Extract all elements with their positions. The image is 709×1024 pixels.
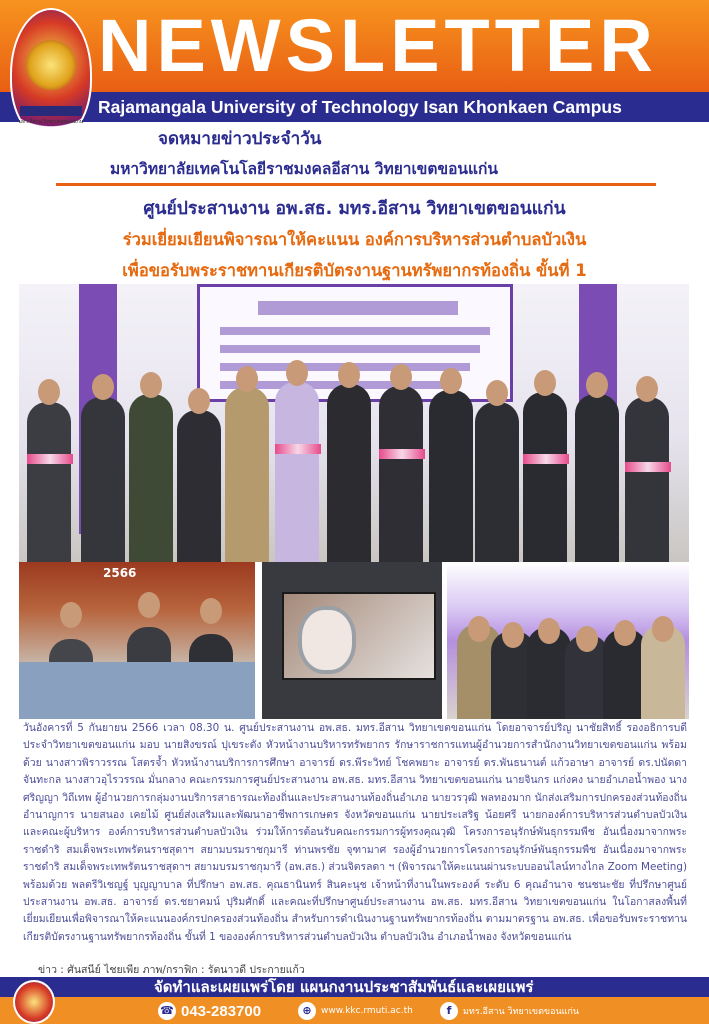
- person: [575, 394, 619, 562]
- seal-emblem-icon: [26, 40, 76, 90]
- person-head: [576, 626, 598, 652]
- website-url: www.kkc.rmuti.ac.th: [321, 1006, 413, 1016]
- person-head: [138, 592, 160, 618]
- person-head: [652, 616, 674, 642]
- ceremonial-sash: [275, 444, 321, 454]
- person: [327, 384, 371, 562]
- person-head: [614, 620, 636, 646]
- person-head: [38, 379, 60, 405]
- meeting-table-photo: [19, 562, 255, 719]
- person: [523, 392, 567, 562]
- article-body: วันอังคารที่ 5 กันยายน 2566 เวลา 08.30 น. ศูนย์ประสานงาน อพ.สธ. มทร.อีสาน วิทยาเขตขอนแก่น โดยอาจารย์ปริญ นาชัยสิทธิ์ รองอธิการบดีประจำวิทยาเขตขอนแก่น มอบ นายสิงขรณ์ ปุเขระตัง หัวหน้างานบริหารทรัพยากร รักษาราชการแทนผู้อำนวยการสำนักงานวิทยาเขตขอนแก่น พร้อมด้วย นางสาวพิราวรรณ โสตรจ้ำ หัวหน้างานบริการการศึกษา อาจารย์ ดร.พีระวิทย์ โชคพยาะ อาจารย์ ดร.พันธนานต์ แก้วอาษา อาจารย์ ดร.ปนัดดา จันทะกล นางสาวอุไรวรรณ มั่นกลาง คณะกรรมการศูนย์ประสานงาน อพ.สธ. มทร.อีสาน วิทยาเขตขอนแก่น นายจินกร แก่งคง นายอำเภอน้ำพอง นางศริญญา วิถีเทพ ผู้อำนวยการกลุ่มงานบริการสาธารณะท้องถิ่นและประสานงานท้องถิ่นอำเภอ นายวรวุฒิ พลทองมาก นักส่งเสริมการปกครองส่วนท้องถิ่น อำนาญการ นายสนอง เคยไม้ ศูนย์ส่งเสริมและพัฒนาอาชีพการเกษตร จังหวัดขอนแก่น นายประเสริฐ น้อยศรี นายกองค์การบริหารส่วนตำบลบัวเงินและคณะผู้บริหาร องค์การบริหารส่วนตำบลบัวเงิน ร่วมให้การต้อนรับคณะกรรมการผู้ทรงคุณวุฒิ โครงการอนุรักษ์พันธุกรรมพืช อันเนื่องมาจากพระราชดำริ สมเด็จพระเทพรัตนราชสุดาฯ สยามบรมราชกุมารี ท่านพรชัย จุฑามาศ รองผู้อำนวยการโครงการอนุรักษ์พันธุกรรมพืช อันเนื่องมาจากพระราชดำริ สมเด็จพระเทพรัตนราชสุดาฯ สยามบรมราชกุมารี (อพ.สธ.) ส่วนจิตรลดา ฯ (พิจารณาให้คะแนนผ่านระบบออนไลน์ทางไกล Zoom Meeting) พร้อมด้วย พลตรีวิเชญฐ์ บุญญาบาล ที่ปรึกษา อพ.สธ. คุณธานินทร์ สินคะนุช เจ้าหน้าที่งานในพระองค์ ระดับ 6 คุณอำนาจ ชนชนะชัย ที่ปรึกษาศูนย์ประสานงาน อพ.สธ. อาจารย์ ดร.ชยาคมน์ ปุริมศักดิ์ และคณะที่ปรึกษาศูนย์ประสานงาน อพ.สธ. มทร.อีสาน วิทยาเขตขอนแก่น ในโอกาสลงพื้นที่เยี่ยมเยียนเพื่อพิจารณาให้คะแนนองค์กรปกครองส่วนท้องถิ่น สำหรับการดำเนินงานฐานทรัพยากรท้องถิ่น ตามมาตรฐาน อพ.สธ. เพื่อขอรับพระราชทานเกียรติบัตรงานฐานทรัพยากรท้องถิ่น ขั้นที่ 1 ขององค์การบริหารส่วนตำบลบัวเงิน ตำบลบัวเงิน อำเภอน้ำพอง จังหวัดขอนแก่น: [23, 722, 687, 943]
- banner-text: [220, 327, 490, 335]
- phone-icon: ☎: [158, 1002, 176, 1020]
- banner-text: [220, 345, 480, 353]
- person: [379, 386, 423, 562]
- ceremonial-sash: [523, 454, 569, 464]
- photo-sign-text: 2566: [103, 566, 137, 580]
- person-head: [338, 362, 360, 388]
- banner-text: [258, 301, 458, 315]
- footer: [0, 977, 709, 1024]
- daily-newsletter-label: จดหมายข่าวประจำวัน: [158, 129, 322, 149]
- seal-ribbon: [20, 106, 82, 116]
- footer-phone[interactable]: [158, 1001, 261, 1021]
- person-head: [468, 616, 490, 642]
- outdoor-group-photo: [447, 562, 689, 719]
- person-head: [586, 372, 608, 398]
- footer-seal-logo: [13, 980, 55, 1024]
- person: [625, 397, 669, 562]
- person-head: [60, 602, 82, 628]
- article-heading-event: ร่วมเยี่ยมเยียนพิจารณาให้คะแนน องค์การบริหารส่วนตำบลบัวเงิน: [122, 230, 587, 249]
- person-head: [140, 372, 162, 398]
- person: [129, 394, 173, 562]
- facebook-icon: f: [440, 1002, 458, 1020]
- projector-screen: [282, 592, 436, 680]
- group-photo: [19, 284, 689, 562]
- ceremonial-sash: [625, 462, 671, 472]
- person: [81, 397, 125, 562]
- person-head: [534, 370, 556, 396]
- person-head: [200, 598, 222, 624]
- ceremonial-sash: [379, 449, 425, 459]
- university-seal-logo: [10, 8, 92, 140]
- person: [275, 382, 319, 562]
- person-head: [188, 388, 210, 414]
- news-credit: ข่าว : ศันสนีย์ ไชยเพีย ภาพ/กราฟิก : รัตนาวดี ประกายแก้ว: [38, 964, 305, 976]
- person-head: [538, 618, 560, 644]
- meeting-table: [19, 662, 255, 719]
- person: [475, 402, 519, 562]
- newsletter-header: [0, 0, 709, 92]
- phone-number: 043-283700: [181, 1002, 262, 1020]
- ceremonial-sash: [27, 454, 73, 464]
- person-head: [390, 364, 412, 390]
- footer-facebook[interactable]: [440, 1001, 579, 1021]
- person-head: [236, 366, 258, 392]
- person-head: [502, 622, 524, 648]
- person: [177, 410, 221, 562]
- person-head: [286, 360, 308, 386]
- person-head: [440, 368, 462, 394]
- person: [429, 390, 473, 562]
- logo-caption: มทร.อีสาน วิทยาเขตขอนแก่น: [18, 119, 84, 125]
- facebook-page: มทร.อีสาน วิทยาเขตขอนแก่น: [463, 1007, 580, 1017]
- article-heading-unit: ศูนย์ประสานงาน อพ.สธ. มทร.อีสาน วิทยาเขตขอนแก่น: [143, 199, 566, 219]
- article-heading-purpose: เพื่อขอรับพระราชทานเกียรติบัตรงานฐานทรัพยากรท้องถิ่น ขั้นที่ 1: [122, 261, 587, 280]
- university-thai-name: มหาวิทยาลัยเทคโนโลยีราชมงคลอีสาน วิทยาเขตขอนแก่น: [110, 160, 498, 178]
- newsletter-title: NEWSLETTER: [98, 4, 658, 87]
- campus-name: Rajamangala University of Technology Isan Khonkaen Campus: [98, 97, 622, 117]
- video-call-participant: [298, 606, 356, 674]
- person: [225, 387, 269, 562]
- person: [27, 402, 71, 562]
- person-head: [486, 380, 508, 406]
- publisher-label: จัดทำและเผยแพร่โดย แผนกงานประชาสัมพันธ์และเผยแพร่: [154, 978, 534, 996]
- footer-website[interactable]: [298, 1001, 413, 1021]
- person-head: [636, 376, 658, 402]
- campus-bar: [0, 92, 709, 122]
- zoom-meeting-photo: [262, 562, 442, 719]
- person-head: [92, 374, 114, 400]
- header-divider: [56, 183, 656, 186]
- globe-icon: ⊕: [298, 1002, 316, 1020]
- footer-title-bar: [0, 977, 709, 997]
